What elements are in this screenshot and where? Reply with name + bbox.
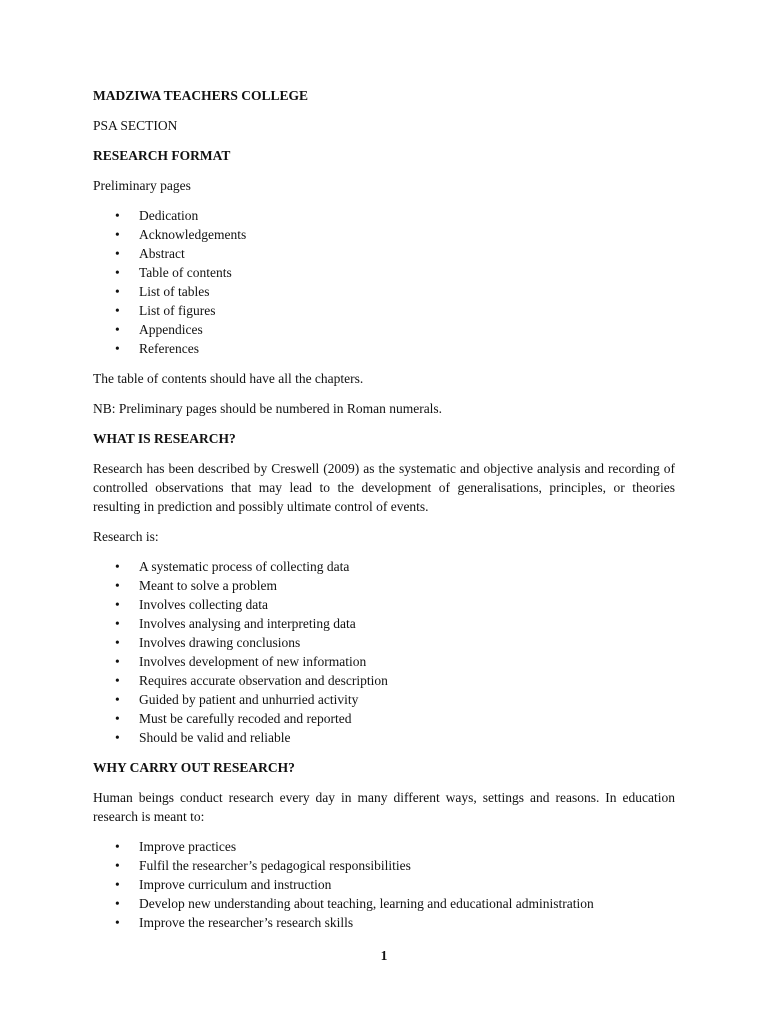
list-item-text: List of figures xyxy=(139,303,216,318)
toc-note: The table of contents should have all the chapters. xyxy=(93,371,364,386)
bullet-icon: • xyxy=(115,711,120,726)
list-item xyxy=(93,690,675,709)
list-item xyxy=(93,339,675,358)
preliminary-pages-list xyxy=(93,206,675,358)
list-item xyxy=(93,837,675,856)
list-item xyxy=(93,728,675,747)
list-item-text: Guided by patient and unhurried activity xyxy=(139,692,359,707)
what-is-research-heading: WHAT IS RESEARCH? xyxy=(93,431,236,446)
list-item-text: Should be valid and reliable xyxy=(139,730,291,745)
bullet-icon: • xyxy=(115,915,120,930)
list-item-text: Involves development of new information xyxy=(139,654,367,669)
list-item-text: Improve practices xyxy=(139,839,237,854)
list-item xyxy=(93,595,675,614)
list-item-text: Develop new understanding about teaching, learning and educational administration xyxy=(139,896,594,911)
list-item xyxy=(93,301,675,320)
bullet-icon: • xyxy=(115,616,120,631)
why-research-paragraph: Human beings conduct research every day in many different ways, settings and reasons. In education research is meant to: xyxy=(93,790,675,824)
list-item xyxy=(93,652,675,671)
list-item xyxy=(93,263,675,282)
research-is-list xyxy=(93,557,675,747)
bullet-icon: • xyxy=(115,597,120,612)
list-item xyxy=(93,894,675,913)
bullet-icon: • xyxy=(115,227,120,242)
list-item xyxy=(93,244,675,263)
bullet-icon: • xyxy=(115,265,120,280)
list-item xyxy=(93,856,675,875)
list-item xyxy=(93,576,675,595)
list-item-text: Acknowledgements xyxy=(139,227,247,242)
bullet-icon: • xyxy=(115,559,120,574)
list-item-text: Improve curriculum and instruction xyxy=(139,877,332,892)
bullet-icon: • xyxy=(115,322,120,337)
list-item-text: Table of contents xyxy=(139,265,232,280)
list-item xyxy=(93,633,675,652)
bullet-icon: • xyxy=(115,341,120,356)
bullet-icon: • xyxy=(115,673,120,688)
list-item-text: A systematic process of collecting data xyxy=(139,559,350,574)
list-item-text: Involves analysing and interpreting data xyxy=(139,616,356,631)
list-item-text: Involves collecting data xyxy=(139,597,268,612)
list-item xyxy=(93,320,675,339)
list-item-text: Improve the researcher’s research skills xyxy=(139,915,354,930)
bullet-icon: • xyxy=(115,730,120,745)
section-label: PSA SECTION xyxy=(93,118,178,133)
list-item-text: Dedication xyxy=(139,208,199,223)
list-item-text: References xyxy=(139,341,199,356)
list-item-text: Abstract xyxy=(139,246,185,261)
bullet-icon: • xyxy=(115,858,120,873)
list-item xyxy=(93,225,675,244)
list-item xyxy=(93,671,675,690)
list-item-text: Meant to solve a problem xyxy=(139,578,277,593)
list-item xyxy=(93,913,675,932)
research-format-heading: RESEARCH FORMAT xyxy=(93,148,231,163)
bullet-icon: • xyxy=(115,896,120,911)
why-research-list xyxy=(93,837,675,932)
page-number: 1 xyxy=(380,948,388,963)
list-item-text: Requires accurate observation and description xyxy=(139,673,388,688)
list-item-text: Involves drawing conclusions xyxy=(139,635,301,650)
document-page xyxy=(93,86,675,932)
bullet-icon: • xyxy=(115,303,120,318)
list-item-text: Fulfil the researcher’s pedagogical responsibilities xyxy=(139,858,411,873)
bullet-icon: • xyxy=(115,635,120,650)
bullet-icon: • xyxy=(115,284,120,299)
preliminary-pages-intro: Preliminary pages xyxy=(93,178,191,193)
college-title: MADZIWA TEACHERS COLLEGE xyxy=(93,88,309,103)
why-research-heading: WHY CARRY OUT RESEARCH? xyxy=(93,760,295,775)
list-item xyxy=(93,709,675,728)
bullet-icon: • xyxy=(115,246,120,261)
list-item xyxy=(93,282,675,301)
nb-note: NB: Preliminary pages should be numbered in Roman numerals. xyxy=(93,401,443,416)
bullet-icon: • xyxy=(115,692,120,707)
list-item-text: List of tables xyxy=(139,284,210,299)
list-item xyxy=(93,206,675,225)
list-item xyxy=(93,875,675,894)
bullet-icon: • xyxy=(115,578,120,593)
list-item-text: Appendices xyxy=(139,322,203,337)
research-is-intro: Research is: xyxy=(93,529,159,544)
bullet-icon: • xyxy=(115,208,120,223)
list-item xyxy=(93,557,675,576)
list-item xyxy=(93,614,675,633)
research-definition-paragraph: Research has been described by Creswell (2009) as the systematic and objective analysis and recording of controlled observations that may lead to the development of generalisations, principles, or theories resulting in prediction and possibly ultimate control of events. xyxy=(93,461,675,514)
bullet-icon: • xyxy=(115,654,120,669)
bullet-icon: • xyxy=(115,877,120,892)
bullet-icon: • xyxy=(115,839,120,854)
list-item-text: Must be carefully recoded and reported xyxy=(139,711,352,726)
